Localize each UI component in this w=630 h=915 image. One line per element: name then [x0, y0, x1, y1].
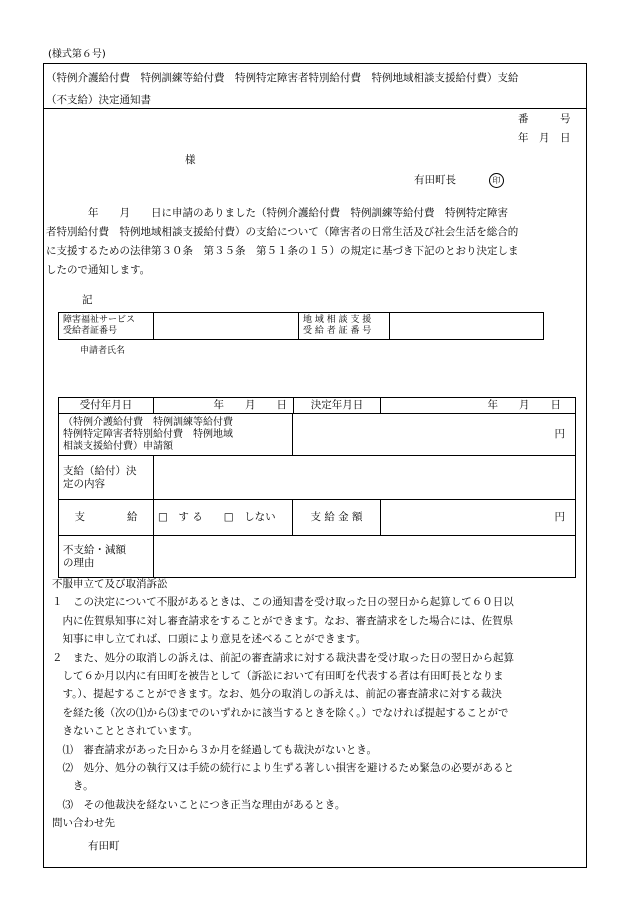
label-line: 定の内容	[63, 477, 105, 490]
ki-label: 記	[82, 294, 93, 306]
notice-line: ２ また、処分の取消しの訴えは、前記の審査請求に対する裁決書を受け取った日の翌日から起算	[52, 651, 514, 664]
applicant-name-label: 申請者氏名	[80, 346, 126, 356]
intro-text	[46, 204, 519, 280]
title-divider	[43, 108, 587, 109]
label-line: 受 給 者 証 番 号	[303, 326, 372, 336]
notice-line: きないこととされています。	[52, 725, 199, 738]
notice-line: １ この決定について不服があるときは、この通知書を受け取った日の翌日から起算して６０日以	[52, 596, 514, 609]
seal-icon: 印	[489, 173, 504, 188]
label-line: 障害福祉サービス	[63, 315, 136, 325]
service-cert-label	[59, 313, 154, 340]
notice-line: を経た後（次の⑴から⑶までのいずれかに該当するときを除く。）でなければ提起することがで	[52, 706, 509, 719]
service-cert-value	[154, 313, 299, 340]
supply-amount-label: 支 給 金 額	[293, 500, 381, 536]
decision-content-label	[59, 456, 154, 500]
label-line: 相談支援給付費）申請額	[63, 440, 173, 452]
label-line: 不支給・減額	[63, 543, 126, 556]
received-date-label: 受付年月日	[59, 398, 154, 414]
notice-line: き。	[52, 780, 94, 793]
decision-content-value	[154, 456, 576, 500]
issuer-name: 有田町長	[414, 174, 456, 186]
label-line: （特例介護給付費 特例訓練等給付費	[63, 416, 233, 428]
intro-line: に支援するための法律第３０条 第３５条 第５１条の１５）の規定に基づき下記のとおり決定しま	[46, 245, 519, 257]
title-line-2: （不支給）決定通知書	[46, 94, 151, 106]
requested-amount-label	[59, 414, 293, 456]
intro-line: 年 月 日に申請のありました（特例介護給付費 特例訓練等給付費 特例特定障害	[46, 207, 508, 219]
label-line: の理由	[63, 556, 95, 569]
reason-label	[59, 536, 154, 578]
contact-heading: 問い合わせ先	[52, 817, 115, 830]
received-date-value: 年 月 日	[154, 398, 294, 414]
consult-cert-label	[299, 313, 390, 340]
decision-date-label: 決定年月日	[294, 398, 381, 414]
intro-line: 者特別給付費 特例地域相談支援給付費）の支給について（障害者の日常生活及び社会生活を総合的	[46, 226, 519, 238]
supply-options: □ す る □ しない	[154, 500, 293, 536]
supply-amount-value: 円	[381, 500, 576, 536]
notice-line: ⑵ 処分、処分の執行又は手続の続行により生ずる著しい損害を避けるため緊急の必要があると	[52, 762, 514, 775]
contact-value: 有田町	[88, 839, 120, 852]
consult-cert-value	[390, 313, 544, 340]
appeal-notice	[52, 575, 514, 855]
label-line: 受給者証番号	[63, 326, 118, 336]
notice-line: ⑴ 審査請求があった日から３か月を経過しても裁決がないとき。	[52, 743, 377, 756]
notice-line: 内に佐賀県知事に対し審査請求をすることができます。なお、審査請求をした場合には、佐賀県	[52, 614, 514, 627]
number-label: 番 号	[518, 113, 571, 125]
notice-line: して６か月以内に有田町を被告として（訴訟において有田町を代表する者は有田町長となりま	[52, 670, 504, 683]
label-line: 特例特定障害者特別給付費 特例地域	[63, 428, 233, 440]
form-number: (様式第６号)	[48, 49, 106, 60]
decision-table	[58, 397, 576, 578]
addressee-suffix: 様	[185, 154, 196, 166]
title-line-1: （特例介護給付費 特例訓練等給付費 特例特定障害者特別給付費 特例地域相談支援給付費）支給	[46, 72, 519, 84]
certificate-number-table	[58, 312, 544, 340]
notice-line: ⑶ その他裁決を経ないことにつき正当な理由があるとき。	[52, 798, 346, 811]
date-label: 年 月 日	[518, 132, 571, 144]
label-line: 支給（給付）決	[63, 464, 137, 477]
intro-line: したので通知します。	[46, 264, 151, 276]
requested-amount-value: 円	[293, 414, 576, 456]
label-line: 地 域 相 談 支 援	[303, 315, 372, 325]
decision-date-value: 年 月 日	[381, 398, 576, 414]
issuer	[414, 172, 504, 188]
notice-heading: 不服申立て及び取消訴訟	[52, 578, 168, 590]
supply-label: 支 給	[59, 500, 154, 536]
notice-line: 知事に申し立てれば、口頭により意見を述べることができます。	[52, 633, 367, 646]
reason-value	[154, 536, 576, 578]
notice-line: す。）、提起することができます。なお、処分の取消しの訴えは、前記の審査請求に対する裁決	[52, 688, 502, 701]
